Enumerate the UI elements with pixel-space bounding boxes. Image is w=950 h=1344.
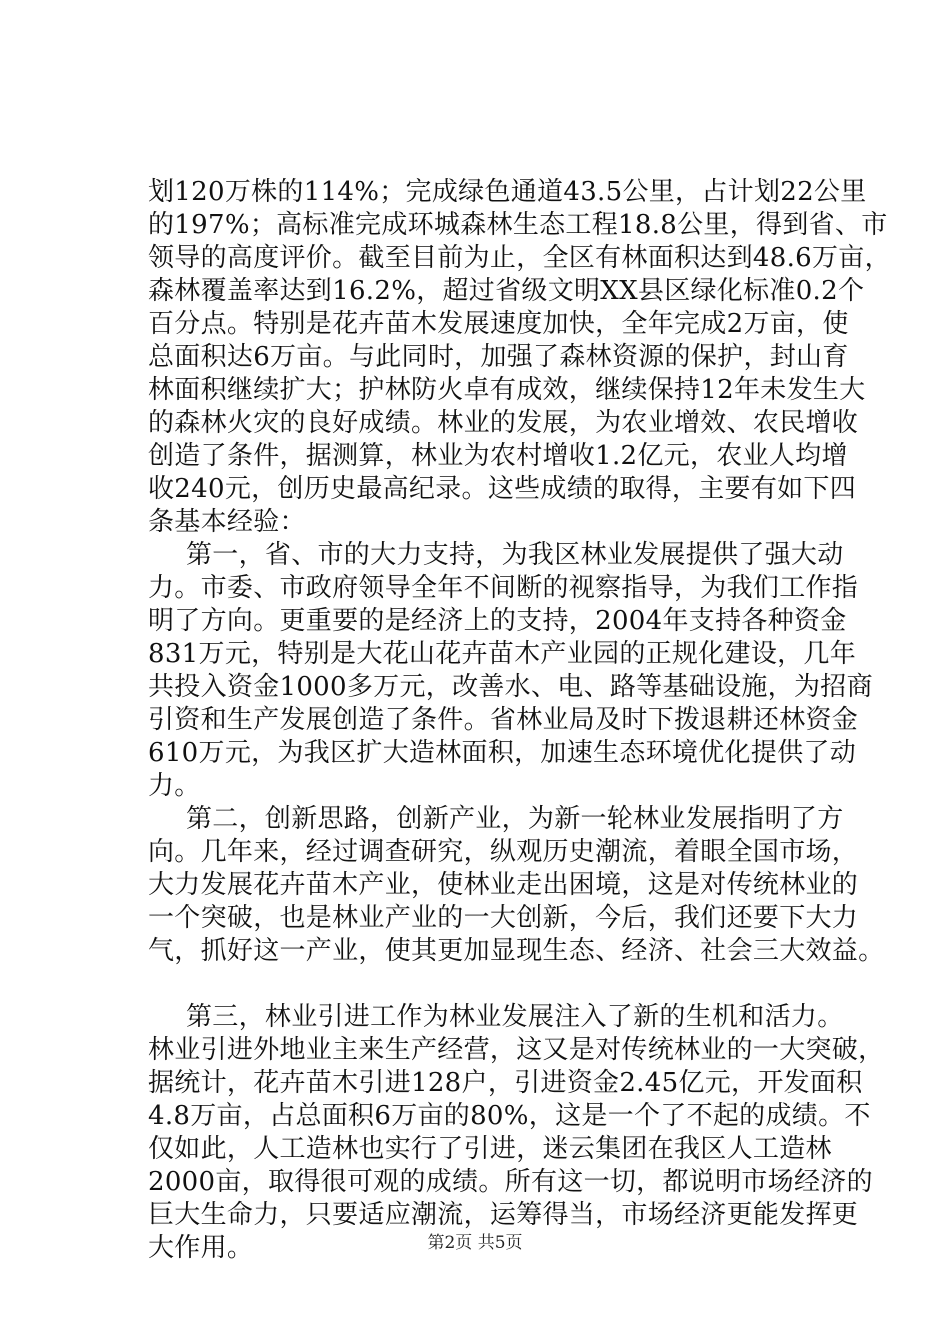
text-line: 大作用。 xyxy=(148,1233,254,1263)
text-line: 4.8万亩，占总面积6万亩的80%，这是一个了不起的成绩。不 xyxy=(148,1101,871,1131)
text-line: 气，抓好这一产业，使其更加显现生态、经济、社会三大效益。 xyxy=(148,936,885,966)
text-line: 明了方向。更重要的是经济上的支持，2004年支持各种资金 xyxy=(148,606,847,636)
text-line: 的197%；高标准完成环城森林生态工程18.8公里，得到省、市 xyxy=(148,210,888,240)
paragraph-summary xyxy=(148,176,891,539)
text-line: 力。 xyxy=(148,771,201,801)
paragraph-spacer xyxy=(148,968,848,1001)
text-line: 划120万株的114%；完成绿色通道43.5公里，占计划22公里 xyxy=(148,177,867,207)
text-line: 2000亩，取得很可观的成绩。所有这一切，都说明市场经济的 xyxy=(148,1167,873,1197)
text-line: 力。市委、市政府领导全年不间断的视察指导，为我们工作指 xyxy=(148,573,859,603)
text-line: 第一，省、市的大力支持，为我区林业发展提供了强大动 xyxy=(186,540,844,570)
text-line: 第二，创新思路，创新产业，为新一轮林业发展指明了方 xyxy=(186,804,844,834)
paragraph-third-experience xyxy=(148,1001,885,1265)
text-line: 的森林火灾的良好成绩。林业的发展，为农业增效、农民增收 xyxy=(148,408,859,438)
text-line: 巨大生命力，只要适应潮流，运筹得当，市场经济更能发挥更 xyxy=(148,1200,859,1230)
text-line: 仅如此，人工造林也实行了引进，迷云集团在我区人工造林 xyxy=(148,1134,832,1164)
text-line: 一个突破，也是林业产业的一大创新，今后，我们还要下大力 xyxy=(148,903,859,933)
text-line: 条基本经验： xyxy=(148,507,306,537)
text-line: 据统计，花卉苗木引进128户，引进资金2.45亿元，开发面积 xyxy=(148,1068,863,1098)
text-line: 领导的高度评价。截至目前为止，全区有林面积达到48.6万亩， xyxy=(148,243,891,273)
text-line: 610万元，为我区扩大造林面积，加速生态环境优化提供了动 xyxy=(148,738,857,768)
paragraph-second-experience xyxy=(148,803,885,968)
paragraph-first-experience xyxy=(148,539,873,803)
text-line: 百分点。特别是花卉苗木发展速度加快，全年完成2万亩，使 xyxy=(148,309,849,339)
text-line: 创造了条件，据测算，林业为农村增收1.2亿元，农业人均增 xyxy=(148,441,848,471)
text-line: 林业引进外地业主来生产经营，这又是对传统林业的一大突破， xyxy=(148,1035,885,1065)
text-line: 总面积达6万亩。与此同时，加强了森林资源的保护，封山育 xyxy=(148,342,849,372)
text-line: 831万元，特别是大花山花卉苗木产业园的正规化建设，几年 xyxy=(148,639,857,669)
text-line: 收240元，创历史最高纪录。这些成绩的取得，主要有如下四 xyxy=(148,474,857,504)
text-line: 大力发展花卉苗木产业，使林业走出困境，这是对传统林业的 xyxy=(148,870,859,900)
text-line: 引资和生产发展创造了条件。省林业局及时下拨退耕还林资金 xyxy=(148,705,859,735)
page-number-footer: 第2页 共5页 xyxy=(427,1233,523,1253)
text-line: 第三，林业引进工作为林业发展注入了新的生机和活力。 xyxy=(186,1002,844,1032)
text-line: 森林覆盖率达到16.2%，超过省级文明XX县区绿化标准0.2个 xyxy=(148,276,865,306)
document-body xyxy=(148,176,891,1265)
text-line: 共投入资金1000多万元，改善水、电、路等基础设施，为招商 xyxy=(148,672,873,702)
text-line: 林面积继续扩大；护林防火卓有成效，继续保持12年未发生大 xyxy=(148,375,866,405)
text-line: 向。几年来，经过调查研究，纵观历史潮流，着眼全国市场， xyxy=(148,837,859,867)
